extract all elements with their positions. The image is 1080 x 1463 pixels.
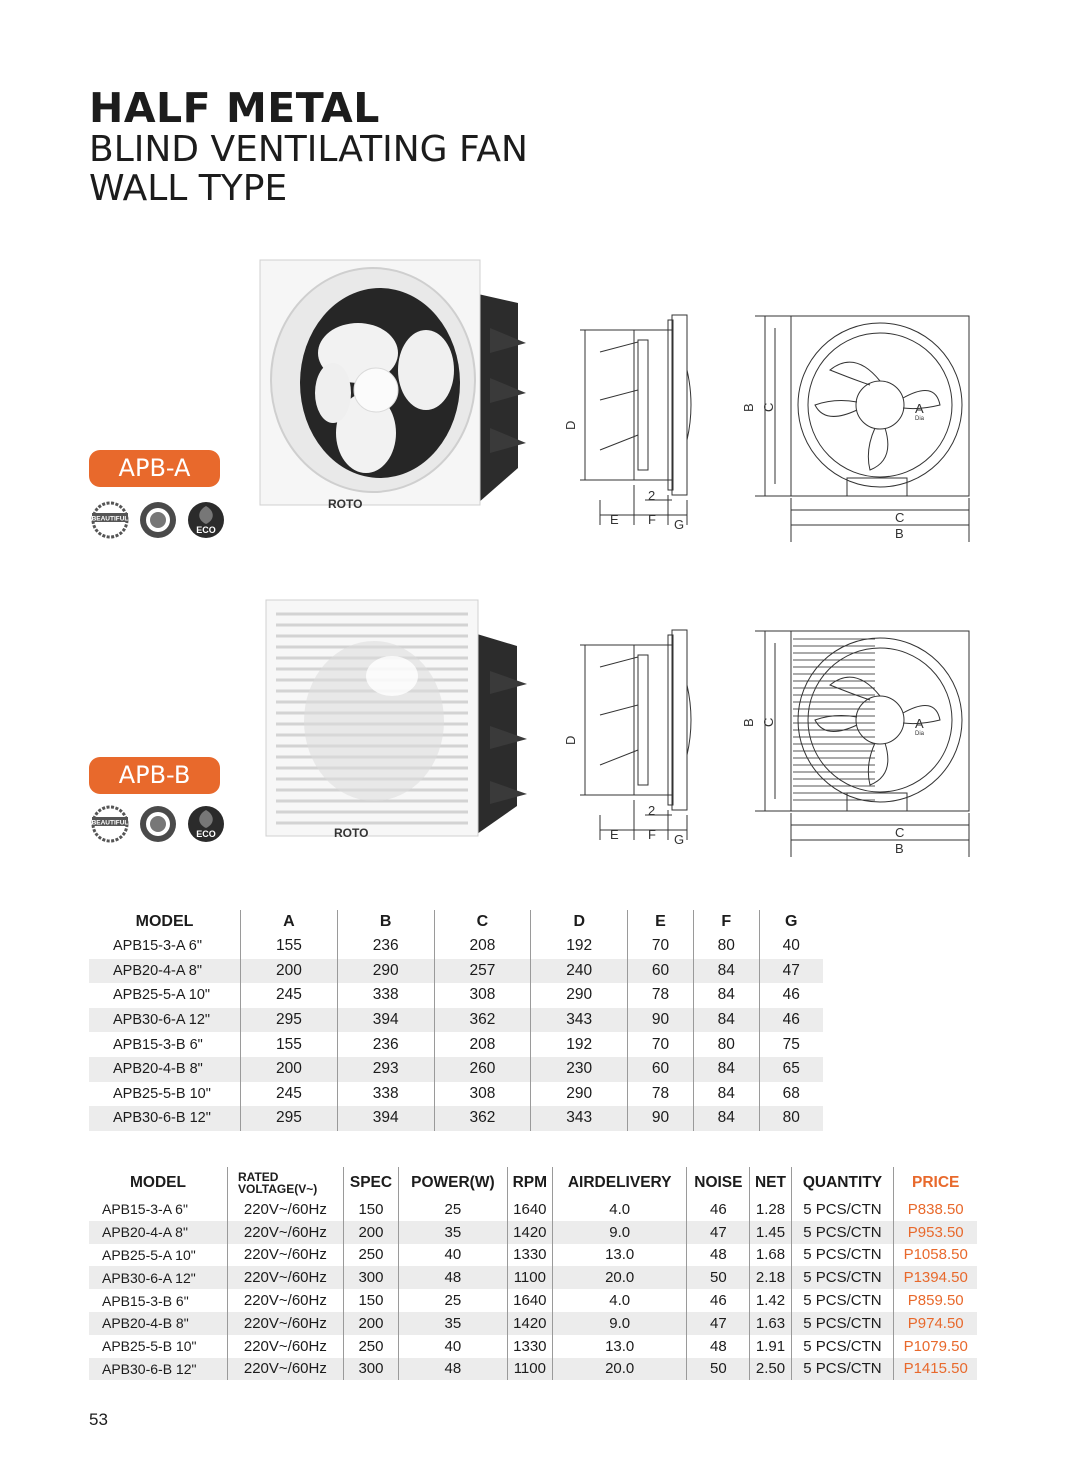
table-cell: 46 xyxy=(759,1008,823,1033)
page-title: HALF METAL xyxy=(89,84,380,132)
table-cell: 1100 xyxy=(507,1266,552,1289)
table-cell: 9.0 xyxy=(553,1221,687,1244)
front-view-drawing-b xyxy=(735,625,975,860)
fan-photo-apb-a xyxy=(258,258,528,530)
front-view-drawing-a xyxy=(735,310,975,545)
table-row xyxy=(89,1198,977,1221)
price-cell: P859.50 xyxy=(894,1289,977,1312)
beautiful-badge-icon xyxy=(90,500,130,540)
dim-col-header: C xyxy=(434,910,531,934)
table-cell: 1.63 xyxy=(750,1312,791,1335)
table-row xyxy=(89,1082,823,1107)
beautiful-badge-icon xyxy=(90,804,130,844)
price-cell: P1058.50 xyxy=(894,1244,977,1267)
table-cell: 1.91 xyxy=(750,1335,791,1358)
table-cell: 80 xyxy=(759,1106,823,1131)
svg-text:B: B xyxy=(741,403,756,412)
product-badge-apb-b: APB-B xyxy=(89,757,220,794)
price-cell: P1415.50 xyxy=(894,1358,977,1381)
table-cell: 46 xyxy=(687,1198,750,1221)
table-row xyxy=(89,1358,977,1381)
table-cell: 308 xyxy=(434,983,531,1008)
dim-col-header: B xyxy=(337,910,434,934)
table-row xyxy=(89,1335,977,1358)
col-header-spec: SPEC xyxy=(343,1167,398,1198)
table-cell: 220V~/60Hz xyxy=(228,1312,344,1335)
table-cell: APB25-5-B 10" xyxy=(102,1338,197,1355)
svg-text:G: G xyxy=(674,517,685,532)
table-cell: 200 xyxy=(241,1057,338,1082)
table-cell: 90 xyxy=(628,1008,694,1033)
table-cell: 295 xyxy=(241,1008,338,1033)
table-cell: 48 xyxy=(687,1335,750,1358)
table-cell: 2.18 xyxy=(750,1266,791,1289)
table-cell: APB15-3-B 6" xyxy=(113,1036,203,1053)
table-cell: 155 xyxy=(241,1032,338,1057)
table-cell: 46 xyxy=(759,983,823,1008)
svg-text:A: A xyxy=(915,401,924,416)
table-cell: 46 xyxy=(687,1289,750,1312)
table-cell: 70 xyxy=(628,934,694,959)
table-cell: 1.45 xyxy=(750,1221,791,1244)
quality-seal-icon xyxy=(138,500,178,540)
table-cell: APB20-4-A 8" xyxy=(89,1221,228,1244)
table-cell: 192 xyxy=(531,1032,628,1057)
table-cell: 9.0 xyxy=(553,1312,687,1335)
table-cell: 84 xyxy=(693,1106,759,1131)
table-cell: 25 xyxy=(399,1289,507,1312)
table-cell: 300 xyxy=(343,1266,398,1289)
table-cell: 220V~/60Hz xyxy=(228,1221,344,1244)
table-row xyxy=(89,1057,823,1082)
table-cell: APB15-3-A 6" xyxy=(102,1201,188,1218)
table-cell: 1.28 xyxy=(750,1198,791,1221)
svg-text:C: C xyxy=(895,510,905,525)
table-cell: 5 PCS/CTN xyxy=(791,1244,894,1267)
svg-text:Dia: Dia xyxy=(915,731,925,737)
table-cell: 257 xyxy=(434,959,531,984)
col-header-noise: NOISE xyxy=(687,1167,750,1198)
table-cell: 230 xyxy=(531,1057,628,1082)
table-cell: 2.50 xyxy=(750,1358,791,1381)
table-cell: 84 xyxy=(693,1057,759,1082)
table-cell: 295 xyxy=(241,1106,338,1131)
table-cell: 20.0 xyxy=(553,1358,687,1381)
table-cell: 1420 xyxy=(507,1312,552,1335)
table-cell: 60 xyxy=(628,959,694,984)
table-cell: 220V~/60Hz xyxy=(228,1266,344,1289)
table-cell: 70 xyxy=(628,1032,694,1057)
table-cell: APB30-6-B 12" xyxy=(89,1358,228,1381)
table-cell: 362 xyxy=(434,1106,531,1131)
table-cell: 84 xyxy=(693,959,759,984)
table-row xyxy=(89,1312,977,1335)
page-number: 53 xyxy=(89,1410,108,1429)
svg-text:E: E xyxy=(610,827,619,842)
table-cell: 13.0 xyxy=(553,1335,687,1358)
table-cell: 5 PCS/CTN xyxy=(791,1358,894,1381)
table-cell: 220V~/60Hz xyxy=(228,1289,344,1312)
page-subtitle: BLIND VENTILATING FAN xyxy=(89,129,528,170)
svg-text:A: A xyxy=(915,716,924,731)
dimensions-table xyxy=(89,910,823,1131)
eco-icon xyxy=(186,804,226,844)
table-cell: 78 xyxy=(628,983,694,1008)
table-cell: 236 xyxy=(337,1032,434,1057)
svg-text:BEAUTIFUL: BEAUTIFUL xyxy=(91,819,129,827)
table-cell: 260 xyxy=(434,1057,531,1082)
price-cell: P838.50 xyxy=(894,1198,977,1221)
table-cell: 90 xyxy=(628,1106,694,1131)
table-cell: 250 xyxy=(343,1335,398,1358)
table-cell: 5 PCS/CTN xyxy=(791,1312,894,1335)
brand-logo: ROTO xyxy=(328,497,363,511)
table-cell: 290 xyxy=(337,959,434,984)
table-cell: 50 xyxy=(687,1266,750,1289)
table-cell: APB15-3-B 6" xyxy=(102,1292,189,1309)
table-cell: 192 xyxy=(531,934,628,959)
col-header-power: POWER(W) xyxy=(399,1167,507,1198)
table-row xyxy=(89,1008,823,1033)
price-cell: P1394.50 xyxy=(894,1266,977,1289)
side-view-drawing-a xyxy=(560,310,720,540)
table-cell: 50 xyxy=(687,1358,750,1381)
svg-text:F: F xyxy=(648,512,656,527)
table-cell: 5 PCS/CTN xyxy=(791,1198,894,1221)
table-cell: 40 xyxy=(759,934,823,959)
dim-col-header: A xyxy=(241,910,338,934)
col-header-airdelivery: AIRDELIVERY xyxy=(553,1167,687,1198)
table-row xyxy=(89,959,823,984)
table-cell: 220V~/60Hz xyxy=(228,1198,344,1221)
price-cell: P1079.50 xyxy=(894,1335,977,1358)
col-header-net: NET xyxy=(750,1167,791,1198)
fan-photo-apb-b xyxy=(262,596,530,858)
table-cell: 35 xyxy=(399,1312,507,1335)
table-row xyxy=(89,1032,823,1057)
col-header-model: MODEL xyxy=(130,1173,186,1191)
table-cell: 1640 xyxy=(507,1198,552,1221)
brand-logo: ROTO xyxy=(334,826,369,840)
svg-text:C: C xyxy=(895,825,905,840)
table-cell: 1330 xyxy=(507,1244,552,1267)
quality-seal-icon xyxy=(138,804,178,844)
table-cell: APB15-3-A 6" xyxy=(113,938,202,955)
table-cell: 1.68 xyxy=(750,1244,791,1267)
table-cell: 343 xyxy=(531,1008,628,1033)
table-cell: 47 xyxy=(687,1221,750,1244)
table-cell: 80 xyxy=(693,1032,759,1057)
table-cell: 290 xyxy=(531,1082,628,1107)
table-cell: 48 xyxy=(399,1358,507,1381)
table-cell: 150 xyxy=(343,1289,398,1312)
table-row xyxy=(89,1106,823,1131)
table-cell: 78 xyxy=(628,1082,694,1107)
table-cell: 25 xyxy=(399,1198,507,1221)
col-header-quantity: QUANTITY xyxy=(791,1167,894,1198)
table-cell: APB20-4-B 8" xyxy=(89,1312,228,1335)
table-cell: 308 xyxy=(434,1082,531,1107)
svg-text:B: B xyxy=(741,718,756,727)
table-cell: 250 xyxy=(343,1244,398,1267)
svg-text:2: 2 xyxy=(648,803,656,818)
table-cell: 220V~/60Hz xyxy=(228,1244,344,1267)
table-cell: APB30-6-B 12" xyxy=(89,1106,241,1131)
table-cell: 65 xyxy=(759,1057,823,1082)
table-cell: 236 xyxy=(337,934,434,959)
table-cell: 1420 xyxy=(507,1221,552,1244)
table-cell: APB25-5-A 10" xyxy=(113,987,211,1004)
dim-col-header: MODEL xyxy=(135,913,194,930)
svg-text:BEAUTIFUL: BEAUTIFUL xyxy=(91,515,129,523)
svg-text:E: E xyxy=(610,512,619,527)
svg-text:B: B xyxy=(895,526,904,541)
table-cell: 35 xyxy=(399,1221,507,1244)
table-cell: 13.0 xyxy=(553,1244,687,1267)
table-cell: 338 xyxy=(337,983,434,1008)
table-cell: APB25-5-A 10" xyxy=(102,1246,196,1263)
table-row xyxy=(89,983,823,1008)
table-cell: 4.0 xyxy=(553,1198,687,1221)
table-cell: 1640 xyxy=(507,1289,552,1312)
title-block xyxy=(89,86,528,208)
col-header-voltage: RATED VOLTAGE(V~) xyxy=(228,1167,344,1198)
table-cell: 75 xyxy=(759,1032,823,1057)
table-cell: 47 xyxy=(759,959,823,984)
table-cell: 362 xyxy=(434,1008,531,1033)
table-cell: 150 xyxy=(343,1198,398,1221)
table-cell: APB20-4-A 8" xyxy=(89,959,241,984)
product-badge-apb-a: APB-A xyxy=(89,450,220,487)
table-cell: 394 xyxy=(337,1106,434,1131)
table-cell: 5 PCS/CTN xyxy=(791,1221,894,1244)
page-subtitle-2: WALL TYPE xyxy=(89,168,288,209)
svg-text:G: G xyxy=(674,832,685,847)
table-cell: 5 PCS/CTN xyxy=(791,1266,894,1289)
table-cell: 293 xyxy=(337,1057,434,1082)
table-cell: 68 xyxy=(759,1082,823,1107)
dim-col-header: F xyxy=(693,910,759,934)
svg-text:2: 2 xyxy=(648,488,656,503)
svg-text:ECO: ECO xyxy=(196,829,216,839)
dim-col-header: E xyxy=(628,910,694,934)
table-cell: 220V~/60Hz xyxy=(228,1335,344,1358)
table-row xyxy=(89,1221,977,1244)
table-row xyxy=(89,1266,977,1289)
table-cell: 48 xyxy=(399,1266,507,1289)
table-cell: 200 xyxy=(343,1221,398,1244)
table-cell: 47 xyxy=(687,1312,750,1335)
table-cell: 48 xyxy=(687,1244,750,1267)
table-cell: 40 xyxy=(399,1335,507,1358)
svg-text:Dia: Dia xyxy=(915,416,925,422)
dim-col-header: D xyxy=(531,910,628,934)
svg-text:F: F xyxy=(648,827,656,842)
table-row xyxy=(89,934,823,959)
table-cell: APB30-6-A 12" xyxy=(89,1008,241,1033)
svg-text:D: D xyxy=(563,735,578,745)
table-cell: 245 xyxy=(241,983,338,1008)
table-row xyxy=(89,1244,977,1267)
svg-text:B: B xyxy=(895,841,904,856)
table-cell: 300 xyxy=(343,1358,398,1381)
svg-text:ECO: ECO xyxy=(196,525,216,535)
table-cell: 208 xyxy=(434,934,531,959)
col-header-price: PRICE xyxy=(894,1167,977,1198)
table-cell: 80 xyxy=(693,934,759,959)
table-cell: 84 xyxy=(693,983,759,1008)
table-row xyxy=(89,1289,977,1312)
spec-table xyxy=(89,1167,977,1380)
table-cell: 1330 xyxy=(507,1335,552,1358)
price-cell: P953.50 xyxy=(894,1221,977,1244)
table-cell: 290 xyxy=(531,983,628,1008)
table-cell: 84 xyxy=(693,1082,759,1107)
table-cell: 40 xyxy=(399,1244,507,1267)
table-cell: 155 xyxy=(241,934,338,959)
table-cell: 200 xyxy=(343,1312,398,1335)
table-cell: 1100 xyxy=(507,1358,552,1381)
table-cell: 5 PCS/CTN xyxy=(791,1335,894,1358)
table-cell: 84 xyxy=(693,1008,759,1033)
table-cell: 4.0 xyxy=(553,1289,687,1312)
table-cell: 245 xyxy=(241,1082,338,1107)
eco-icon xyxy=(186,500,226,540)
table-cell: 60 xyxy=(628,1057,694,1082)
table-cell: 5 PCS/CTN xyxy=(791,1289,894,1312)
table-cell: 20.0 xyxy=(553,1266,687,1289)
svg-text:C: C xyxy=(761,402,776,412)
side-view-drawing-b xyxy=(560,625,720,855)
table-cell: APB20-4-B 8" xyxy=(89,1057,241,1082)
svg-text:C: C xyxy=(761,717,776,727)
table-cell: 394 xyxy=(337,1008,434,1033)
col-header-rpm: RPM xyxy=(507,1167,552,1198)
table-cell: APB30-6-A 12" xyxy=(89,1266,228,1289)
table-cell: 200 xyxy=(241,959,338,984)
table-cell: 240 xyxy=(531,959,628,984)
table-cell: 1.42 xyxy=(750,1289,791,1312)
table-cell: 220V~/60Hz xyxy=(228,1358,344,1381)
table-cell: 208 xyxy=(434,1032,531,1057)
table-cell: 343 xyxy=(531,1106,628,1131)
svg-text:D: D xyxy=(563,420,578,430)
table-cell: 338 xyxy=(337,1082,434,1107)
dim-col-header: G xyxy=(759,910,823,934)
table-cell: APB25-5-B 10" xyxy=(113,1085,211,1102)
price-cell: P974.50 xyxy=(894,1312,977,1335)
